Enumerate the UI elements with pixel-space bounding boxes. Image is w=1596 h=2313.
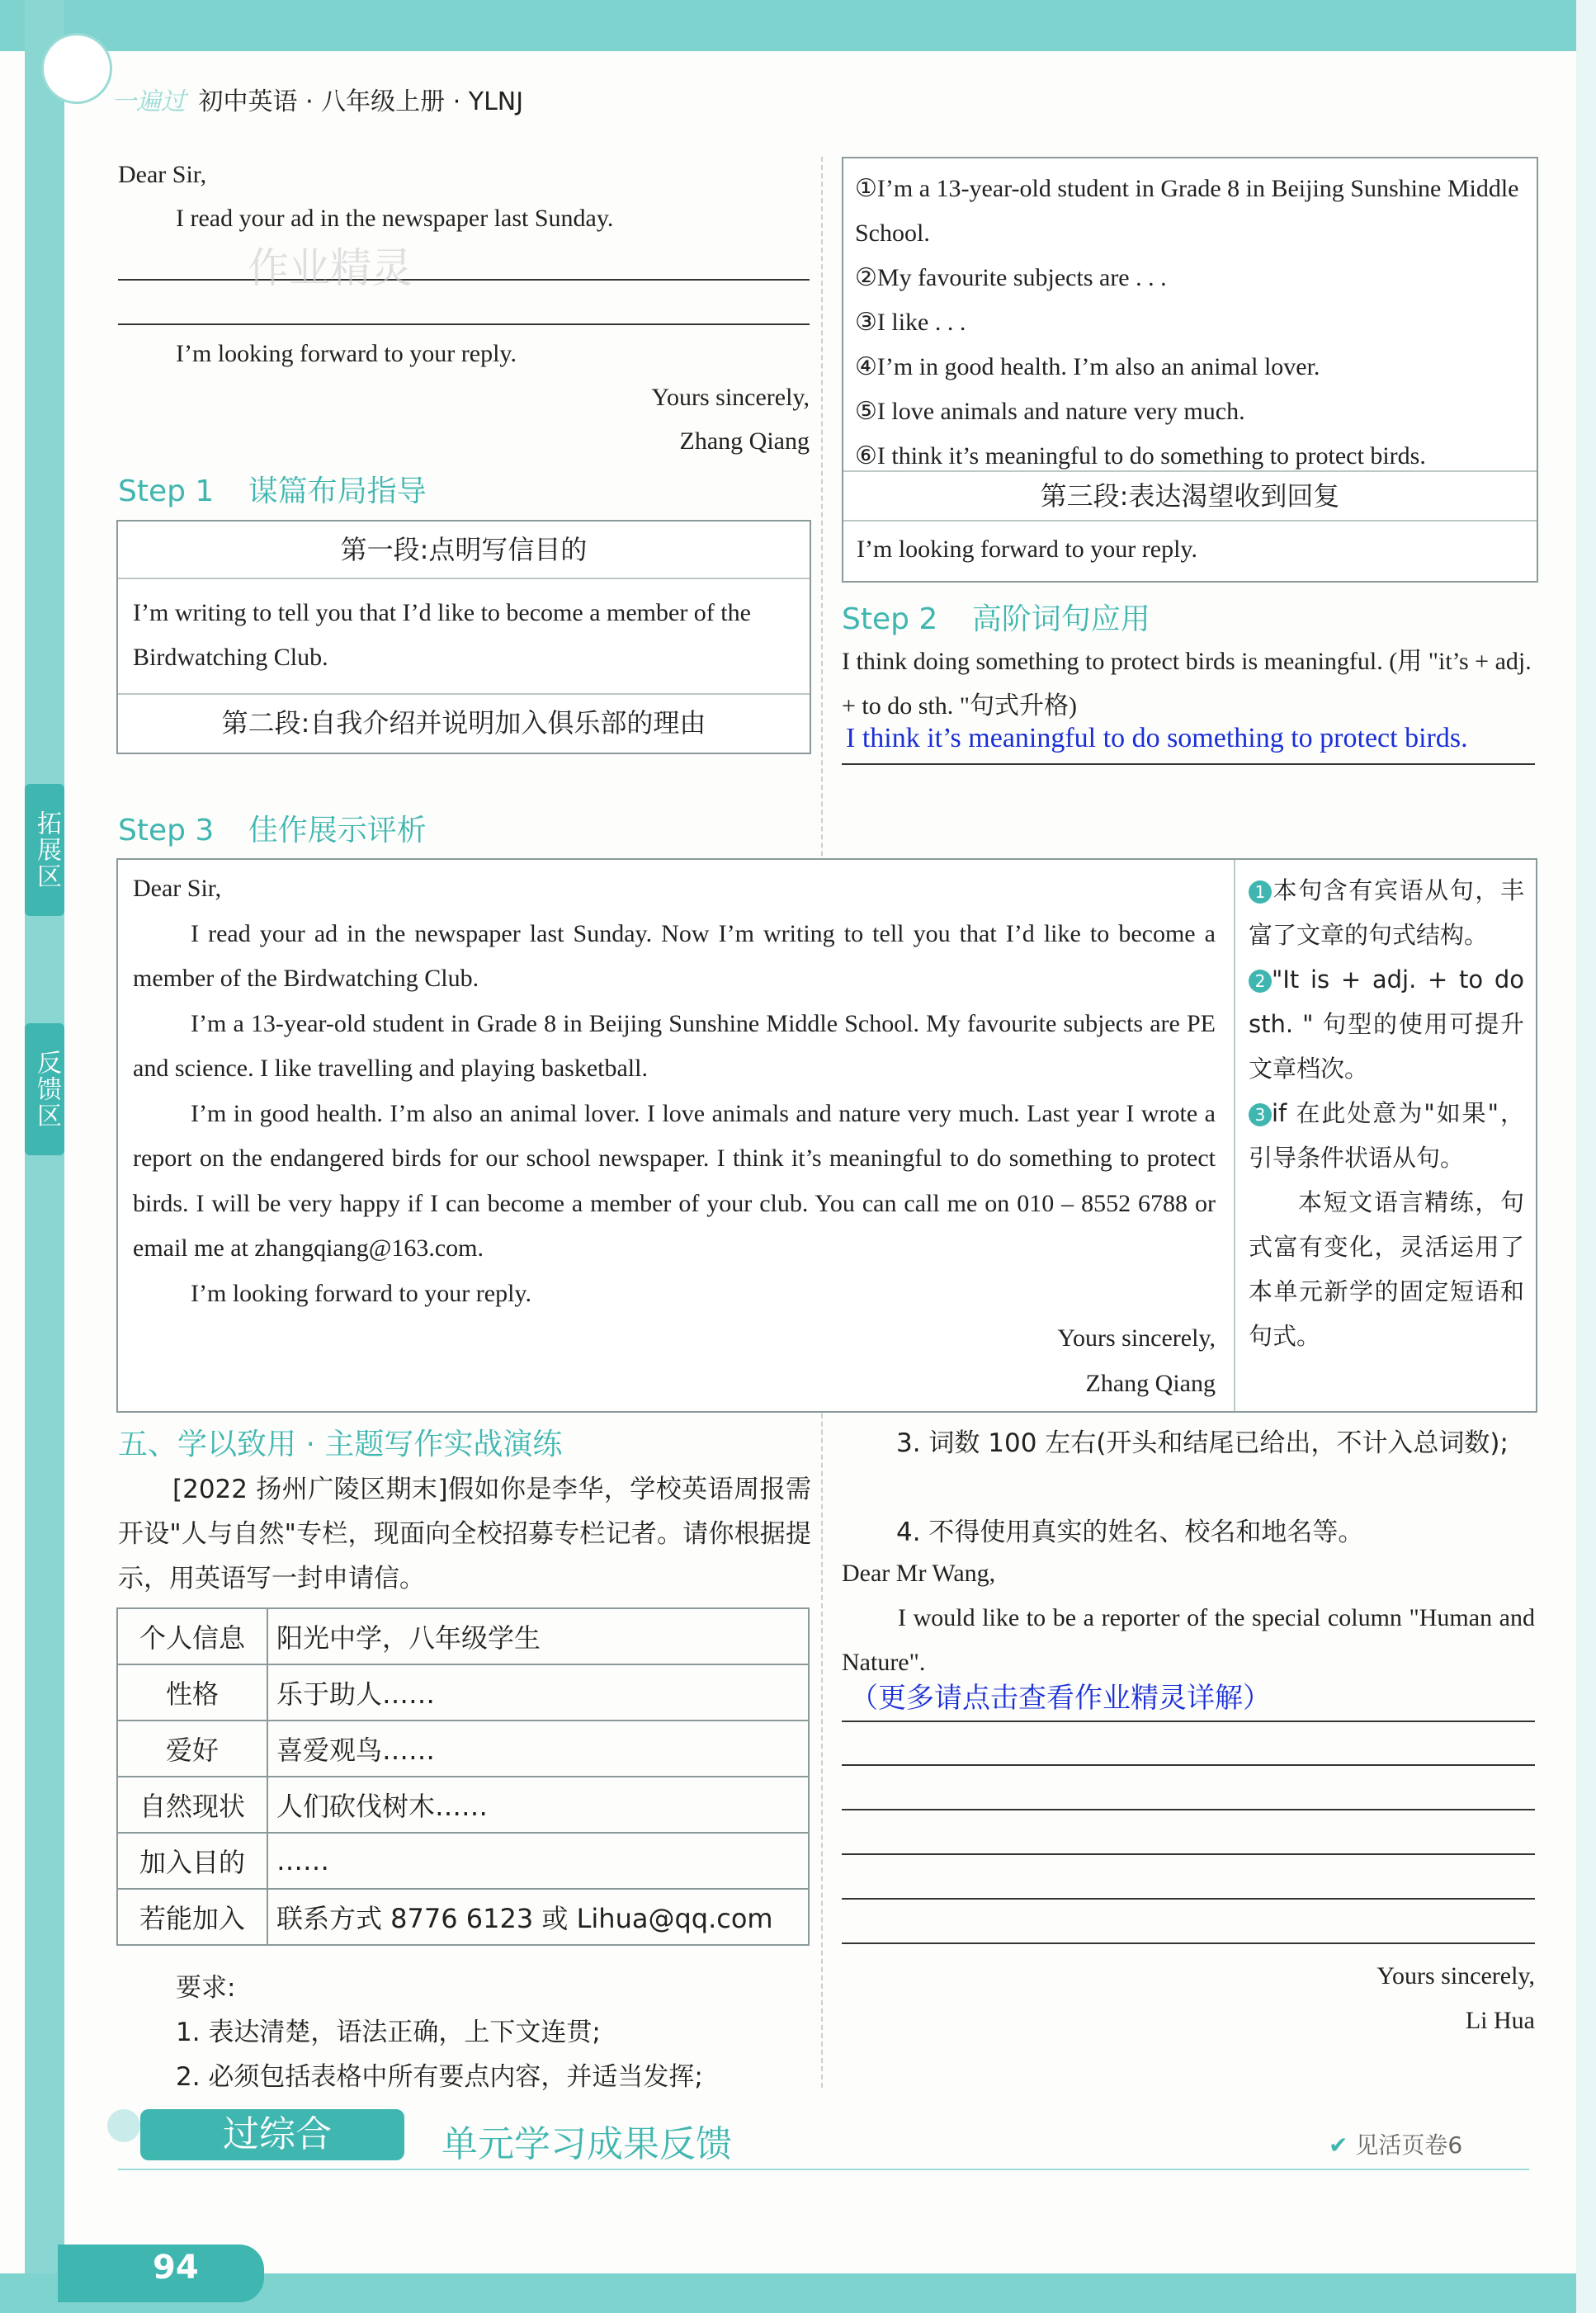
reason-item: ⑥I think it’s meaningful to do something to protect birds. xyxy=(855,442,1426,470)
footer-banner: 过综合 xyxy=(140,2109,404,2160)
step3-title: 佳作展示评析 xyxy=(248,814,427,847)
note-number-icon: 1 xyxy=(1249,880,1272,904)
table-row: 性格 乐于助人…… xyxy=(117,1664,809,1721)
table-row: 自然现状 人们砍伐树木…… xyxy=(117,1777,809,1833)
star-mascot-icon xyxy=(107,2109,140,2142)
side-tab-feedback: 反馈区 xyxy=(25,1023,64,1155)
book-title: 初中英语 · 八年级上册 · YLNJ xyxy=(198,87,524,116)
table-row: 若能加入 联系方式 8776 6123 或 Lihua@qq.com xyxy=(117,1889,809,1945)
essay-greeting: Dear Sir, xyxy=(133,875,222,902)
answer-line xyxy=(842,1809,1535,1810)
essay-p2: I’m a 13-year-old student in Grade 8 in Beijing Sunshine Middle School. My favourite subjects are PE and science. I like travelling and playing basketball. xyxy=(133,1009,1216,1082)
requirements xyxy=(176,1966,803,2099)
footer-rule xyxy=(118,2169,1529,2170)
answer-line xyxy=(842,763,1535,765)
answer-line xyxy=(842,1721,1535,1722)
letter-signature: Zhang Qiang xyxy=(679,427,810,455)
answer-line xyxy=(118,279,810,281)
model-essay xyxy=(133,866,1216,1406)
page-number: 94 xyxy=(153,2249,199,2287)
step1-right-box xyxy=(842,157,1538,583)
essay-p3: I’m in good health. I’m also an animal lover. I love animals and nature very much. Last year I wrote a report on the endangered birds for our school newspaper. I think it’s meaningful to do something to protect birds. I will be very happy if I can become a member of your club. You can call me on 010 – 8552 6788 or email me at zhangqiang@163.com. xyxy=(133,1099,1216,1262)
reason-item: ②My favourite subjects are . . . xyxy=(855,264,1167,291)
para1-heading: 第一段:点明写信目的 xyxy=(118,522,810,579)
step1-left-box xyxy=(116,520,811,754)
step1-heading xyxy=(118,468,427,510)
req-item: 3. 词数 100 左右(开头和结尾已给出，不计入总词数); xyxy=(896,1428,1509,1458)
check-icon: ✔ xyxy=(1329,2131,1348,2159)
footer-subtitle: 单元学习成果反馈 xyxy=(441,2123,732,2165)
req-item: 1. 表达清楚，语法正确，上下文连贯; xyxy=(176,2018,601,2047)
step2-heading xyxy=(842,596,1150,638)
section5-title: 五、学以致用 · 主题写作实战演练 xyxy=(118,1428,563,1461)
side-tab-expand: 拓展区 xyxy=(25,784,64,916)
note-item: 2 "It is + adj. + to do sth. " 句型的使用可提升文章档次。 xyxy=(1249,965,1524,1083)
mascot-logo-icon xyxy=(41,33,112,104)
note-number-icon: 2 xyxy=(1249,970,1272,993)
step2-prompt: I think doing something to protect birds is meaningful. (用 "it’s + adj. + to do sth. "句式升格) xyxy=(842,648,1532,720)
left-border xyxy=(25,0,64,2313)
section5-intro: [2022 扬州广陵区期末]假如你是李华，学校英语周报需开设"人与自然"专栏，现面向全校招募专栏记者。请你根据提示，用英语写一封申请信。 xyxy=(118,1475,811,1593)
step3-label: Step 3 xyxy=(118,814,215,847)
letter-closing1: I’m looking forward to your reply. xyxy=(176,340,517,367)
step2-label: Step 2 xyxy=(842,602,938,636)
step3-box xyxy=(116,858,1537,1413)
apply-signature: Li Hua xyxy=(1465,2007,1535,2034)
table-row: 个人信息 阳光中学，八年级学生 xyxy=(117,1608,809,1664)
answer-line xyxy=(842,1942,1535,1944)
more-link[interactable]: （更多请点击查看作业精灵详解） xyxy=(850,1682,1271,1715)
essay-closing: Yours sincerely, xyxy=(1057,1324,1216,1352)
req-item: 4. 不得使用真实的姓名、校名和地名等。 xyxy=(896,1518,1364,1547)
letter-greeting: Dear Sir, xyxy=(118,161,207,188)
para1-text: I’m writing to tell you that I’d like to become a member of the Birdwatching Club. xyxy=(118,579,810,695)
note-item: 3 if 在此处意为"如果"，引导条件状语从句。 xyxy=(1249,1099,1524,1172)
apply-greeting: Dear Mr Wang, xyxy=(842,1560,996,1587)
essay-signature: Zhang Qiang xyxy=(1085,1369,1216,1397)
top-border xyxy=(0,0,1596,51)
letter-line1: I read your ad in the newspaper last Sunday. xyxy=(176,205,614,232)
prompt-table xyxy=(116,1607,810,1946)
letter-closing2: Yours sincerely, xyxy=(651,384,810,411)
reason-item: ④I’m in good health. I’m also an animal lover. xyxy=(855,353,1320,380)
apply-closing: Yours sincerely, xyxy=(1376,1962,1535,1990)
table-row: 加入目的 …… xyxy=(117,1833,809,1889)
para2-heading: 第二段:自我介绍并说明加入俱乐部的理由 xyxy=(221,707,706,739)
step1-label: Step 1 xyxy=(118,474,215,508)
right-border xyxy=(1576,0,1596,2313)
answer-line xyxy=(842,1853,1535,1855)
footer-ref: ✔ 见活页卷6 xyxy=(1329,2131,1463,2159)
step2-answer: I think it’s meaningful to do something to protect birds. xyxy=(846,723,1468,753)
essay-p4: I’m looking forward to your reply. xyxy=(191,1279,531,1307)
essay-notes xyxy=(1249,868,1524,1358)
req-item: 2. 必须包括表格中所有要点内容，并适当发挥; xyxy=(176,2062,703,2092)
brand-logo: 一遍过 xyxy=(111,87,186,116)
req-title: 要求: xyxy=(176,1973,236,2003)
note-number-icon: 3 xyxy=(1249,1103,1272,1126)
note-item: 1 本句含有宾语从句，丰富了文章的句式结构。 xyxy=(1249,876,1524,949)
table-row: 爱好 喜爱观鸟…… xyxy=(117,1721,809,1777)
reason-item: ⑤I love animals and nature very much. xyxy=(855,398,1245,425)
step3-heading xyxy=(118,807,427,849)
reason-item: ③I like . . . xyxy=(855,309,966,336)
apply-first-line: I would like to be a reporter of the special column "Human and Nature". xyxy=(842,1604,1535,1676)
essay-p1: I read your ad in the newspaper last Sunday. Now I’m writing to tell you that I’d like to become a member of the Birdwatching Club. xyxy=(133,919,1216,992)
reason-list xyxy=(843,158,1537,472)
page-header xyxy=(111,81,523,117)
answer-line xyxy=(118,323,810,325)
note-summary: 本短文语言精练，句式富有变化，灵活运用了本单元新学的固定短语和句式。 xyxy=(1249,1188,1524,1350)
answer-line xyxy=(842,1898,1535,1900)
watermark: 作业精灵 xyxy=(248,244,413,292)
answer-line xyxy=(842,1764,1535,1766)
step2-title: 高阶词句应用 xyxy=(971,602,1150,636)
notes-divider xyxy=(1234,860,1235,1411)
reason-item: ①I’m a 13-year-old student in Grade 8 in Beijing Sunshine Middle School. xyxy=(855,175,1519,247)
apply-letter xyxy=(842,1551,1535,1685)
para3-text: I’m looking forward to your reply. xyxy=(857,536,1197,563)
step1-title: 谋篇布局指导 xyxy=(248,474,427,508)
para3-heading: 第三段:表达渴望收到回复 xyxy=(843,472,1537,522)
letter-prompt xyxy=(118,153,811,240)
